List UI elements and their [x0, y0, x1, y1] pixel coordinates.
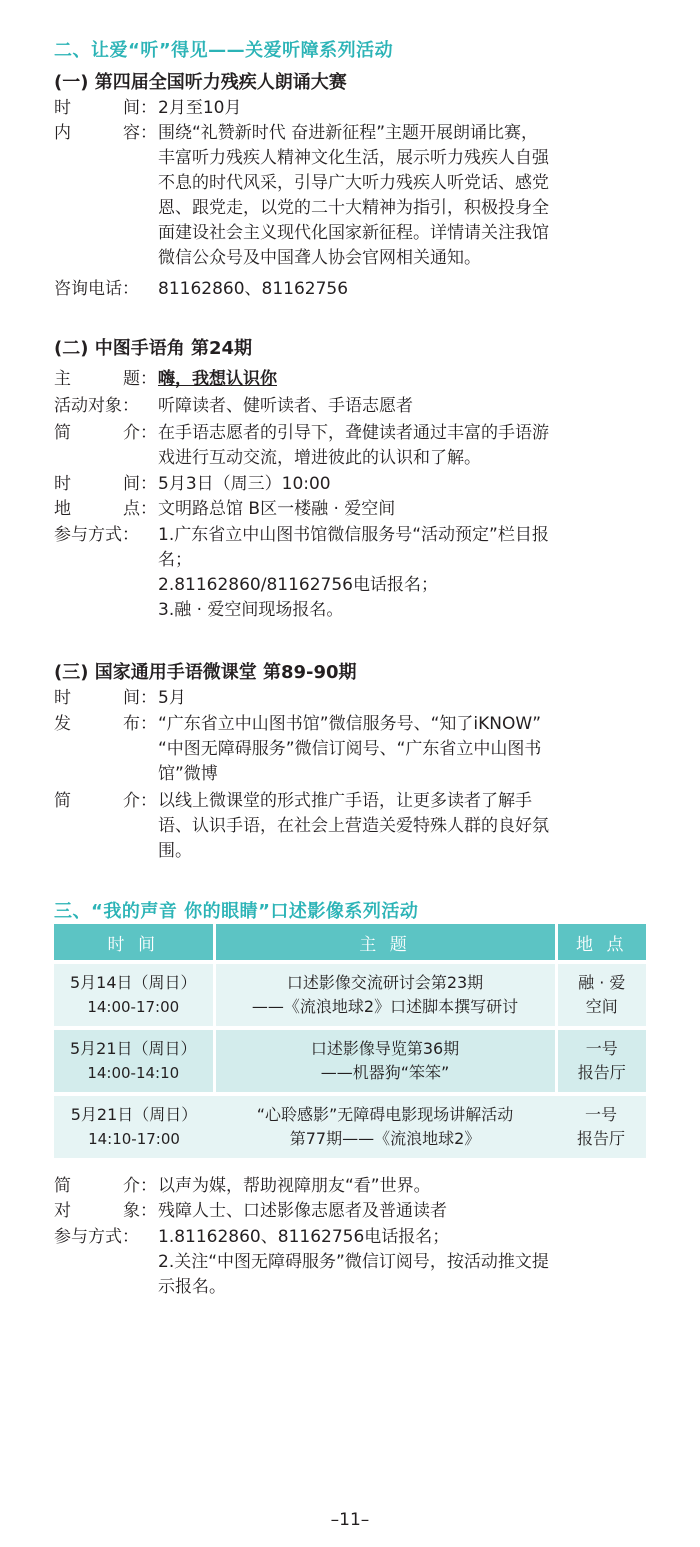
section3-target: [54, 1199, 654, 1224]
cell-place: 一号 报告厅: [556, 1028, 646, 1094]
part1-content: [54, 121, 654, 271]
section2-title: 二、让爱“听”得见——关爱听障系列活动: [54, 40, 394, 61]
field-label: 咨询电话：: [54, 279, 139, 299]
field-value: 嗨，我想认识你: [158, 369, 277, 389]
column-header-time: 时 间: [54, 924, 214, 962]
field-label: 时 间：: [54, 474, 157, 494]
field-label: 活动对象：: [54, 396, 139, 416]
field-label: 对 象：: [54, 1201, 157, 1221]
field-label: 地 点：: [54, 499, 157, 519]
part1-title: (一) 第四届全国听力残疾人朗诵大赛: [54, 72, 347, 93]
part2-intro: [54, 421, 654, 471]
field-label: 时 间：: [54, 688, 157, 708]
field-label: 简 介：: [54, 423, 157, 443]
column-header-place: 地 点: [556, 924, 646, 962]
cell-time: 5月21日（周日） 14:10-17:00: [54, 1094, 214, 1158]
cell-topic: “心聆感影”无障碍电影现场讲解活动 第77期——《流浪地球2》: [214, 1094, 556, 1158]
section3-title: 三、“我的声音 你的眼睛”口述影像系列活动: [54, 901, 419, 922]
field-label: 参与方式：: [54, 1227, 139, 1247]
column-header-topic: 主 题: [214, 924, 556, 962]
part1-phone: [54, 277, 654, 302]
section3-join: [54, 1225, 654, 1300]
field-value: 听障读者、健听读者、手语志愿者: [158, 396, 413, 416]
field-label: 主 题：: [54, 369, 157, 389]
section3-intro: [54, 1174, 654, 1199]
table-header-row: [54, 924, 646, 962]
part2-place: [54, 497, 654, 522]
field-value: 在手语志愿者的引导下，聋健读者通过丰富的手语游 戏进行互动交流，增进彼此的认识和了解。: [158, 423, 549, 468]
table-row: [54, 1028, 646, 1094]
field-label: 内 容：: [54, 123, 157, 143]
field-value: 围绕“礼赞新时代 奋进新征程”主题开展朗诵比赛， 丰富听力残疾人精神文化生活，展示听力残疾人自强 不息的时代风采，引导广大听力残疾人听党话、感党 恩、跟党走，以党的二十大精神为指引，积极投身全 面建设社会主义现代化国家新征程。详情请关注我馆 微信公众号及中国聋人协会官网相关通知。: [158, 123, 549, 268]
field-value: 5月: [158, 688, 186, 708]
part3-intro: [54, 789, 654, 864]
cell-time: 5月14日（周日） 14:00-17:00: [54, 962, 214, 1028]
part2-audience: [54, 394, 654, 419]
field-value: “广东省立中山图书馆”微信服务号、“知了iKNOW” “中图无障碍服务”微信订阅号、“广东省立中山图书 馆”微博: [158, 714, 542, 784]
cell-topic: 口述影像导览第36期 ——机器狗“笨笨”: [214, 1028, 556, 1094]
field-value: 以声为媒，帮助视障朋友“看”世界。: [158, 1176, 431, 1196]
cell-place: 一号 报告厅: [556, 1094, 646, 1158]
field-label: 发 布：: [54, 714, 157, 734]
part2-time: [54, 472, 654, 497]
part3-time: [54, 686, 654, 711]
field-value: 文明路总馆 B区一楼融 · 爱空间: [158, 499, 396, 519]
field-value: 1.广东省立中山图书馆微信服务号“活动预定”栏目报 名； 2.81162860/81162756电话报名； 3.融 · 爱空间现场报名。: [158, 525, 549, 620]
field-label: 时 间：: [54, 98, 157, 118]
field-value: 以线上微课堂的形式推广手语，让更多读者了解手 语、认识手语，在社会上营造关爱特殊人群的良好氛 围。: [158, 791, 549, 861]
field-label: 参与方式：: [54, 525, 139, 545]
field-value: 2月至10月: [158, 98, 242, 118]
cell-place: 融 · 爱 空间: [556, 962, 646, 1028]
table-row: [54, 1094, 646, 1158]
page-number: –11–: [330, 1510, 370, 1530]
field-label: 简 介：: [54, 791, 157, 811]
schedule-table: [54, 924, 646, 1158]
field-value: 5月3日（周三）10:00: [158, 474, 331, 494]
table-row: [54, 962, 646, 1028]
part2-join: [54, 523, 654, 623]
field-value: 81162860、81162756: [158, 279, 349, 299]
field-value: 1.81162860、81162756电话报名； 2.关注“中图无障碍服务”微信订阅号，按活动推文提 示报名。: [158, 1227, 549, 1297]
cell-time: 5月21日（周日） 14:00-14:10: [54, 1028, 214, 1094]
part1-time: [54, 96, 654, 121]
part2-theme: [54, 367, 654, 392]
part2-title: (二) 中图手语角 第24期: [54, 338, 253, 359]
cell-topic: 口述影像交流研讨会第23期 ——《流浪地球2》口述脚本撰写研讨: [214, 962, 556, 1028]
part3-publish: [54, 712, 654, 787]
field-label: 简 介：: [54, 1176, 157, 1196]
part3-title: (三) 国家通用手语微课堂 第89-90期: [54, 662, 357, 683]
field-value: 残障人士、口述影像志愿者及普通读者: [158, 1201, 447, 1221]
